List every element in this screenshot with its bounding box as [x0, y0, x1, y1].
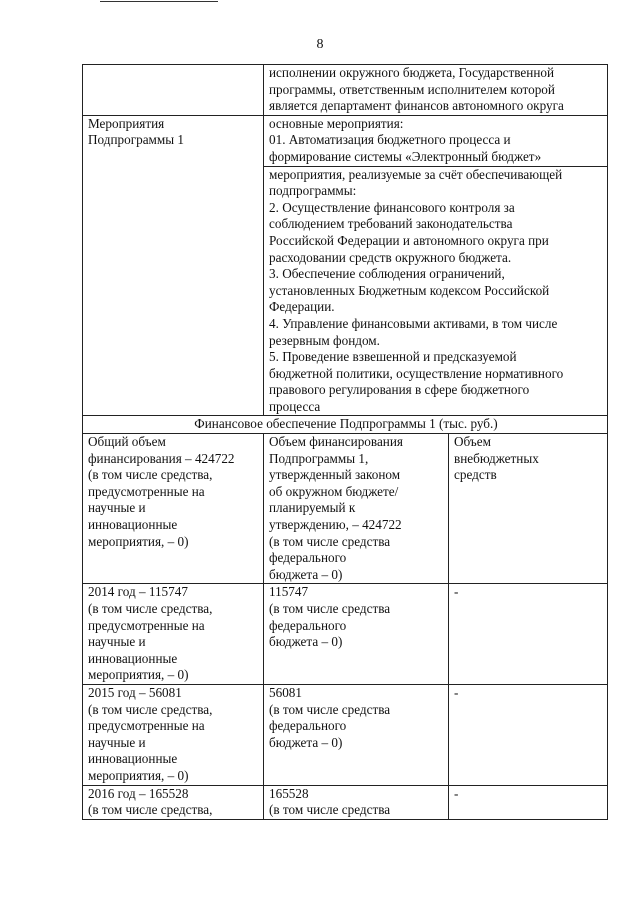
text-line: бюджета – 0) [269, 566, 343, 582]
text-line: (в том числе средства, [88, 701, 213, 717]
text-line: основные мероприятия: [269, 115, 404, 131]
text-line: соблюдением требований законодательства [269, 216, 513, 232]
text-line: научные и [88, 634, 146, 650]
subprogram-passport-table [82, 64, 608, 820]
text-line: Объем [454, 434, 491, 450]
text-line: Российской Федерации и автономного округа при [269, 232, 549, 248]
text-line: (в том числе средства [269, 701, 391, 717]
text-line: 115747 [269, 584, 309, 600]
text-line: инновационные [88, 650, 178, 666]
text-line: инновационные [88, 751, 178, 767]
text-line: утвержденный законом [269, 467, 401, 483]
text-line: мероприятия, – 0) [88, 767, 189, 783]
text-line: Подпрограммы 1 [88, 132, 184, 148]
total-volume-cell [83, 434, 264, 584]
year-extrabudgetary-cell [449, 584, 608, 685]
support-activities-cell [264, 166, 608, 416]
text-line: об окружном бюджете/ [269, 483, 399, 499]
text-line: мероприятия, реализуемые за счёт обеспечивающей [269, 166, 563, 182]
text-line: 2015 год – 56081 [88, 684, 182, 700]
year-extrabudgetary-cell [449, 785, 608, 819]
text-line: 165528 [269, 785, 309, 801]
text-line: исполнении окружного бюджета, Государственной [269, 65, 555, 80]
text-line: (в том числе средства [269, 533, 391, 549]
text-line: расходовании средств окружного бюджета. [269, 249, 512, 265]
continuation-text-cell [264, 65, 608, 116]
text-line: мероприятия, – 0) [88, 533, 189, 549]
year-2016-row [83, 785, 608, 819]
text-line: 2016 год – 165528 [88, 785, 189, 801]
text-line: (в том числе средства, [88, 802, 213, 818]
text-line: планируемый к [269, 500, 356, 516]
text-line: бюджета – 0) [269, 734, 343, 750]
text-line: (в том числе средства, [88, 467, 213, 483]
activities-label-cell [83, 115, 264, 416]
budget-volume-cell [264, 434, 449, 584]
text-line: предусмотренные на [88, 483, 205, 499]
text-line: 3. Обеспечение соблюдения ограничений, [269, 266, 505, 282]
finance-heading-row [83, 416, 608, 434]
text-line: процесса [269, 398, 321, 414]
finance-heading: Финансовое обеспечение Подпрограммы 1 (тыс. руб.) [83, 416, 608, 434]
text-line: 01. Автоматизация бюджетного процесса и [269, 132, 511, 148]
text-line: внебюджетных [454, 450, 539, 466]
year-extrabudgetary-cell [449, 684, 608, 785]
year-total-cell [83, 684, 264, 785]
text-line: формирование системы «Электронный бюджет» [269, 148, 542, 164]
page-number: 8 [316, 37, 324, 52]
text-line: предусмотренные на [88, 617, 205, 633]
year-2014-row [83, 584, 608, 685]
finance-header-row [83, 434, 608, 584]
continuation-row [83, 65, 608, 116]
year-total-cell [83, 785, 264, 819]
text-line: инновационные [88, 517, 178, 533]
text-line: научные и [88, 500, 146, 516]
text-line: (в том числе средства [269, 802, 391, 818]
text-line: установленных Бюджетным кодексом Российской [269, 282, 550, 298]
text-line: Общий объем [88, 434, 166, 450]
extrabudgetary-cell [449, 434, 608, 584]
text-line: средств [454, 467, 497, 483]
text-line: финансирования – 424722 [88, 450, 235, 466]
text-line: является департамент финансов автономного округа [269, 98, 564, 114]
text-line: - [454, 684, 459, 700]
year-budget-cell [264, 785, 449, 819]
text-line: 5. Проведение взвешенной и предсказуемой [269, 349, 517, 365]
text-line: Подпрограммы 1, [269, 450, 369, 466]
text-line: Федерации. [269, 299, 335, 315]
text-line: (в том числе средства [269, 601, 391, 616]
text-line: федерального [269, 550, 347, 566]
text-line: Мероприятия [88, 115, 165, 131]
continuation-label-cell [83, 65, 264, 116]
text-line: Объем финансирования [269, 434, 403, 450]
text-line: утверждению, – 424722 [269, 517, 402, 533]
text-line: предусмотренные на [88, 718, 205, 734]
activities-main-row [83, 115, 608, 166]
text-line: бюджетной политики, осуществление нормативного [269, 365, 564, 381]
text-line: мероприятия, – 0) [88, 667, 189, 683]
text-line: резервным фондом. [269, 332, 380, 348]
text-line: правового регулирования в сфере бюджетного [269, 382, 530, 398]
text-line: 2. Осуществление финансового контроля за [269, 199, 515, 215]
text-line: (в том числе средства, [88, 601, 213, 616]
year-total-cell [83, 584, 264, 685]
year-budget-cell [264, 584, 449, 685]
text-line: федерального [269, 718, 347, 734]
year-budget-cell [264, 684, 449, 785]
year-2015-row [83, 684, 608, 785]
text-line: - [454, 785, 459, 801]
text-line: 4. Управление финансовыми активами, в том числе [269, 315, 558, 331]
text-line: 56081 [269, 684, 302, 700]
text-line: - [454, 584, 459, 600]
text-line: федерального [269, 617, 347, 633]
text-line: бюджета – 0) [269, 634, 343, 650]
text-line: программы, ответственным исполнителем которой [269, 81, 555, 97]
main-activities-cell [264, 115, 608, 166]
text-line: научные и [88, 734, 146, 750]
text-line: подпрограммы: [269, 183, 357, 199]
header-rule [100, 1, 218, 2]
text-line: 2014 год – 115747 [88, 584, 188, 600]
